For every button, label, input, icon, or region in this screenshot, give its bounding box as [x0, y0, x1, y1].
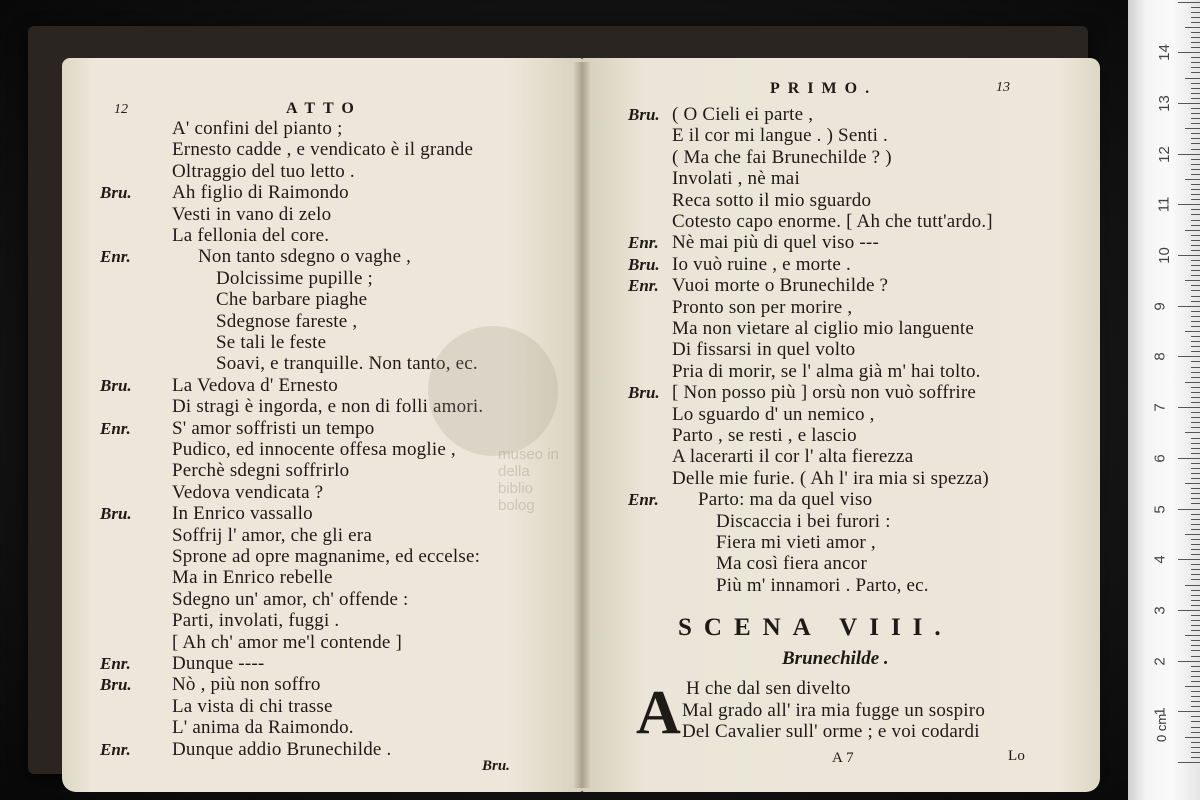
ruler-tick — [1178, 103, 1200, 104]
ruler-tick — [1191, 640, 1200, 641]
ruler-tick — [1185, 78, 1200, 79]
ruler-tick — [1191, 422, 1200, 423]
ruler-tick — [1191, 174, 1200, 175]
ruler-number: 13 — [1155, 95, 1173, 112]
ruler-tick — [1191, 742, 1200, 743]
ruler-tick — [1191, 676, 1200, 677]
watermark-text: della — [498, 463, 530, 480]
text-line: ( O Cieli ei parte , — [672, 104, 814, 125]
ruler-tick — [1191, 549, 1200, 550]
ruler-tick — [1178, 407, 1200, 408]
ruler-tick — [1191, 164, 1200, 165]
text-line: Di fissarsi in quel volto — [672, 339, 856, 361]
ruler-tick — [1178, 306, 1200, 307]
ruler-tick — [1191, 37, 1200, 38]
ruler-tick — [1191, 493, 1200, 494]
ruler-number: 3 — [1151, 606, 1169, 615]
ruler-tick — [1191, 367, 1200, 368]
ruler-tick — [1191, 630, 1200, 631]
text-line: Discaccia i bei furori : — [716, 510, 891, 532]
left-page — [62, 58, 582, 792]
ruler-tick — [1191, 519, 1200, 520]
ruler-tick — [1191, 605, 1200, 606]
text-line: Dolcissime pupille ; — [216, 267, 374, 289]
text-line: Parto , se resti , e lascio — [672, 425, 857, 446]
ruler-tick — [1185, 737, 1200, 738]
text-line: Fiera mi vieti amor , — [716, 532, 876, 553]
ruler-tick — [1178, 762, 1200, 763]
ruler-tick — [1191, 361, 1200, 362]
ruler-tick — [1185, 382, 1200, 383]
ruler-number: 7 — [1151, 403, 1169, 412]
ruler-tick — [1191, 529, 1200, 530]
ruler-tick — [1191, 468, 1200, 469]
ruler-tick — [1191, 620, 1200, 621]
ruler-tick — [1191, 478, 1200, 479]
text-line: A' confini del pianto ; — [172, 118, 343, 139]
ruler-tick — [1191, 72, 1200, 73]
ruler-tick — [1191, 681, 1200, 682]
text-line: [ Ah ch' amor me'l contende ] — [172, 631, 403, 653]
text-line: Se tali le feste — [216, 332, 327, 353]
ruler-tick — [1178, 661, 1200, 662]
ruler-tick — [1185, 27, 1200, 28]
text-line: E il cor mi langue . ) Senti . — [672, 125, 889, 147]
text-line: A lacerarti il cor l' alta fierezza — [672, 446, 914, 468]
text-line: Soavi, e tranquille. Non tanto, ec. — [216, 353, 478, 375]
ruler-tick — [1191, 138, 1200, 139]
text-line: Delle mie furie. ( Ah l' ira mia si spezza) — [672, 467, 989, 489]
ruler-tick — [1178, 711, 1200, 712]
text-line: Di stragi è ingorda, e non di folli amori. — [172, 396, 484, 418]
ruler-tick — [1191, 169, 1200, 170]
text-line: Ma non vietare al ciglio mio languente — [672, 318, 975, 339]
ruler-tick — [1191, 275, 1200, 276]
ruler-tick — [1191, 225, 1200, 226]
scene-heading: SCENA VIII. — [678, 614, 953, 641]
text-line: Che barbare piaghe — [216, 289, 368, 311]
ruler-number: 12 — [1155, 145, 1173, 163]
text-line: Più m' innamori . Parto, ec. — [716, 574, 929, 596]
ruler-tick — [1191, 7, 1200, 8]
ruler-tick — [1191, 301, 1200, 302]
ruler-tick — [1191, 220, 1200, 221]
text-line: Lo sguardo d' un nemico , — [672, 403, 875, 425]
ruler-tick — [1191, 402, 1200, 403]
text-line: Vesti in vano di zelo — [172, 203, 332, 225]
text-line: Dunque addio Brunechilde . — [172, 738, 392, 760]
ruler-tick — [1191, 392, 1200, 393]
ruler-tick — [1178, 204, 1200, 205]
ruler-tick — [1185, 179, 1200, 180]
ruler-tick — [1191, 199, 1200, 200]
scene-character: Brunechilde . — [782, 648, 889, 669]
speaker-label: Bru. — [100, 375, 132, 395]
ruler-tick — [1178, 255, 1200, 256]
ruler-tick — [1191, 716, 1200, 717]
ruler-tick — [1185, 230, 1200, 231]
ruler-number: 10 — [1155, 247, 1173, 264]
ruler-tick — [1191, 67, 1200, 68]
ruler-tick — [1191, 752, 1200, 753]
ruler-tick — [1191, 118, 1200, 119]
right-page — [582, 58, 1100, 792]
ruler-tick — [1191, 564, 1200, 565]
text-line: Vuoi morte o Brunechilde ? — [672, 275, 889, 297]
ruler-number: 14 — [1155, 44, 1173, 62]
ruler-tick — [1191, 595, 1200, 596]
text-line: Io vuò ruine , e morte . — [672, 253, 851, 275]
scene-text-line: Del Cavalier sull' orme ; e voi codardi — [682, 721, 980, 742]
drop-cap: A — [636, 679, 681, 747]
text-line: In Enrico vassallo — [172, 503, 313, 525]
ruler-tick — [1191, 691, 1200, 692]
ruler-number: 9 — [1151, 302, 1169, 311]
speaker-label: Enr. — [628, 276, 659, 296]
ruler-tick — [1191, 47, 1200, 48]
ruler-number: 2 — [1151, 656, 1169, 666]
ruler-tick — [1191, 503, 1200, 504]
ruler-tick — [1191, 747, 1200, 748]
ruler-tick — [1191, 336, 1200, 337]
ruler-tick — [1178, 509, 1200, 510]
ruler-tick — [1191, 250, 1200, 251]
ruler-tick — [1191, 453, 1200, 454]
ruler-tick — [1191, 214, 1200, 215]
ruler-tick — [1191, 346, 1200, 347]
ruler-tick — [1191, 62, 1200, 63]
ruler-tick — [1191, 351, 1200, 352]
text-line: Perchè sdegni soffrirlo — [172, 460, 350, 482]
text-line: Sprone ad opre magnanime, ed eccelse: — [172, 546, 481, 567]
ruler-tick — [1191, 443, 1200, 444]
page-number: 12 — [114, 102, 128, 117]
ruler-tick — [1191, 189, 1200, 190]
text-line: Ah figlio di Raimondo — [172, 182, 349, 204]
speaker-label: Enr. — [100, 418, 131, 438]
text-line: Ernesto cadde , e vendicato è il grande — [172, 139, 474, 161]
text-line: Reca sotto il mio sguardo — [672, 189, 872, 211]
ruler-tick — [1191, 539, 1200, 540]
ruler-tick — [1178, 559, 1200, 560]
catchword: Lo — [1008, 748, 1026, 764]
ruler-tick — [1191, 108, 1200, 109]
ruler-tick — [1191, 341, 1200, 342]
ruler-tick — [1191, 98, 1200, 99]
text-line: Parti, involati, fuggi . — [172, 610, 340, 632]
ruler-tick — [1191, 245, 1200, 246]
ruler-tick — [1185, 686, 1200, 687]
text-line: Oltraggio del tuo letto . — [172, 160, 355, 182]
watermark-text: bolog — [498, 497, 535, 514]
ruler-tick — [1191, 149, 1200, 150]
ruler-tick — [1191, 17, 1200, 18]
ruler-tick — [1191, 514, 1200, 515]
ruler-tick — [1191, 666, 1200, 667]
speaker-label: Enr. — [100, 654, 131, 673]
ruler-tick — [1191, 159, 1200, 160]
ruler-tick — [1191, 448, 1200, 449]
ruler-tick — [1191, 524, 1200, 525]
ruler-tick — [1191, 671, 1200, 672]
speaker-label: Bru. — [628, 383, 660, 403]
signature-mark: A 7 — [832, 750, 854, 766]
ruler-tick — [1185, 483, 1200, 484]
speaker-label: Enr. — [100, 739, 131, 759]
ruler-tick — [1191, 569, 1200, 570]
ruler-number: 5 — [1151, 504, 1169, 514]
text-line: La Vedova d' Ernesto — [172, 374, 338, 396]
text-line: Vedova vendicata ? — [172, 481, 324, 503]
ruler-tick — [1191, 123, 1200, 124]
text-line: La fellonia del core. — [172, 225, 330, 246]
ruler-tick — [1191, 427, 1200, 428]
ruler-tick — [1185, 331, 1200, 332]
ruler-tick — [1191, 12, 1200, 13]
text-line: La vista di chi trasse — [172, 695, 333, 717]
ruler-tick — [1191, 32, 1200, 33]
ruler-tick — [1191, 757, 1200, 758]
ruler-number: 1 — [1151, 707, 1169, 716]
text-line: Sdegno un' amor, ch' offende : — [172, 588, 409, 610]
ruler-tick — [1191, 260, 1200, 261]
ruler-tick — [1191, 438, 1200, 439]
text-line: Parto: ma da quel viso — [698, 489, 873, 511]
scene-text-line: H che dal sen divelto — [686, 678, 851, 699]
ruler-tick — [1191, 133, 1200, 134]
speaker-label: Bru. — [628, 254, 660, 274]
ruler-tick — [1191, 488, 1200, 489]
ruler-tick — [1191, 574, 1200, 575]
text-line: Ma in Enrico rebelle — [172, 567, 333, 589]
ruler-tick — [1185, 635, 1200, 636]
ruler-tick — [1191, 721, 1200, 722]
page-number: 13 — [996, 80, 1010, 95]
ruler-tick — [1191, 209, 1200, 210]
ruler-tick — [1191, 397, 1200, 398]
ruler-tick — [1191, 463, 1200, 464]
catchword: Bru. — [482, 758, 510, 774]
ruler-tick — [1191, 316, 1200, 317]
text-line: [ Non posso più ] orsù non vuò soffrire — [672, 382, 977, 404]
ruler-tick — [1191, 290, 1200, 291]
ruler-tick — [1191, 656, 1200, 657]
ruler-tick — [1191, 270, 1200, 271]
ruler-tick — [1191, 473, 1200, 474]
text-line: Cotesto capo enorme. [ Ah che tutt'ardo.] — [672, 211, 993, 232]
ruler-tick — [1185, 585, 1200, 586]
ruler-tick — [1191, 625, 1200, 626]
ruler-tick — [1191, 235, 1200, 236]
text-line: Soffrij l' amor, che gli era — [172, 524, 372, 546]
ruler-tick — [1191, 650, 1200, 651]
text-line: Pria di morir, se l' alma già m' hai tolto. — [672, 360, 981, 382]
ruler-tick — [1191, 590, 1200, 591]
ruler-tick — [1191, 377, 1200, 378]
text-line: S' amor soffristi un tempo — [172, 417, 375, 439]
text-line: Pronto son per morire , — [672, 296, 853, 318]
ruler-tick — [1191, 88, 1200, 89]
ruler-tick — [1178, 52, 1200, 53]
text-line: Sdegnose fareste , — [216, 310, 358, 332]
running-header: PRIMO. — [770, 80, 878, 97]
text-line: Nè mai più di quel viso --- — [672, 232, 879, 254]
ruler-tick — [1185, 534, 1200, 535]
ruler-number: 11 — [1155, 197, 1173, 213]
ruler-tick — [1191, 615, 1200, 616]
speaker-label: Bru. — [100, 675, 132, 695]
speaker-label: Bru. — [628, 105, 660, 124]
ruler-number: 4 — [1151, 555, 1169, 564]
ruler-tick — [1191, 696, 1200, 697]
text-line: L' anima da Raimondo. — [172, 717, 354, 739]
speaker-label: Enr. — [628, 233, 659, 253]
ruler-tick — [1191, 412, 1200, 413]
text-line: Non tanto sdegno o vaghe , — [198, 246, 412, 268]
ruler-tick — [1191, 498, 1200, 499]
measuring-ruler — [1128, 0, 1200, 800]
ruler-tick — [1191, 554, 1200, 555]
ruler-tick — [1191, 83, 1200, 84]
ruler-tick — [1191, 113, 1200, 114]
ruler-tick — [1191, 706, 1200, 707]
ruler-tick — [1191, 701, 1200, 702]
running-header: ATTO — [286, 100, 362, 117]
ruler-tick — [1185, 280, 1200, 281]
ruler-tick — [1191, 184, 1200, 185]
ruler-tick — [1191, 727, 1200, 728]
ruler-tick — [1191, 600, 1200, 601]
ruler-tick — [1191, 93, 1200, 94]
ruler-tick — [1191, 311, 1200, 312]
speaker-label: Bru. — [100, 183, 132, 203]
ruler-tick — [1191, 544, 1200, 545]
text-line: ( Ma che fai Brunechilde ? ) — [672, 146, 892, 168]
speaker-label: Enr. — [100, 247, 131, 267]
ruler-tick — [1191, 296, 1200, 297]
ruler-tick — [1191, 645, 1200, 646]
ruler-tick — [1178, 2, 1200, 3]
ruler-tick — [1191, 417, 1200, 418]
ruler-tick — [1191, 194, 1200, 195]
text-line: Ma così fiera ancor — [716, 553, 867, 575]
ruler-tick — [1191, 42, 1200, 43]
ruler-tick — [1191, 732, 1200, 733]
text-line: Involati , nè mai — [672, 168, 800, 190]
ruler-tick — [1191, 387, 1200, 388]
ruler-tick — [1178, 610, 1200, 611]
speaker-label: Enr. — [628, 490, 659, 510]
ruler-tick — [1191, 265, 1200, 266]
watermark-text: biblio — [498, 480, 534, 497]
open-book — [28, 26, 1088, 774]
ruler-tick — [1191, 326, 1200, 327]
ruler-tick — [1191, 240, 1200, 241]
ruler-tick — [1191, 57, 1200, 58]
text-line: Nò , più non soffro — [172, 674, 321, 696]
watermark-text: museo in — [498, 446, 559, 463]
ruler-unit-label: 0 cm — [1154, 713, 1169, 742]
ruler-tick — [1178, 356, 1200, 357]
ruler-number: 8 — [1151, 352, 1169, 362]
scene-text-line: Mal grado all' ira mia fugge un sospiro — [682, 699, 986, 721]
text-line: Pudico, ed innocente offesa moglie , — [172, 439, 456, 460]
ruler-tick — [1191, 579, 1200, 580]
ruler-tick — [1185, 128, 1200, 129]
ruler-tick — [1191, 372, 1200, 373]
text-line: Dunque ---- — [172, 653, 265, 674]
ruler-tick — [1191, 22, 1200, 23]
ruler-tick — [1178, 458, 1200, 459]
ruler-tick — [1191, 285, 1200, 286]
ruler-tick — [1191, 143, 1200, 144]
ruler-number: 6 — [1151, 454, 1169, 463]
ruler-tick — [1185, 432, 1200, 433]
ruler-tick — [1178, 154, 1200, 155]
ruler-tick — [1191, 321, 1200, 322]
speaker-label: Bru. — [100, 504, 132, 524]
